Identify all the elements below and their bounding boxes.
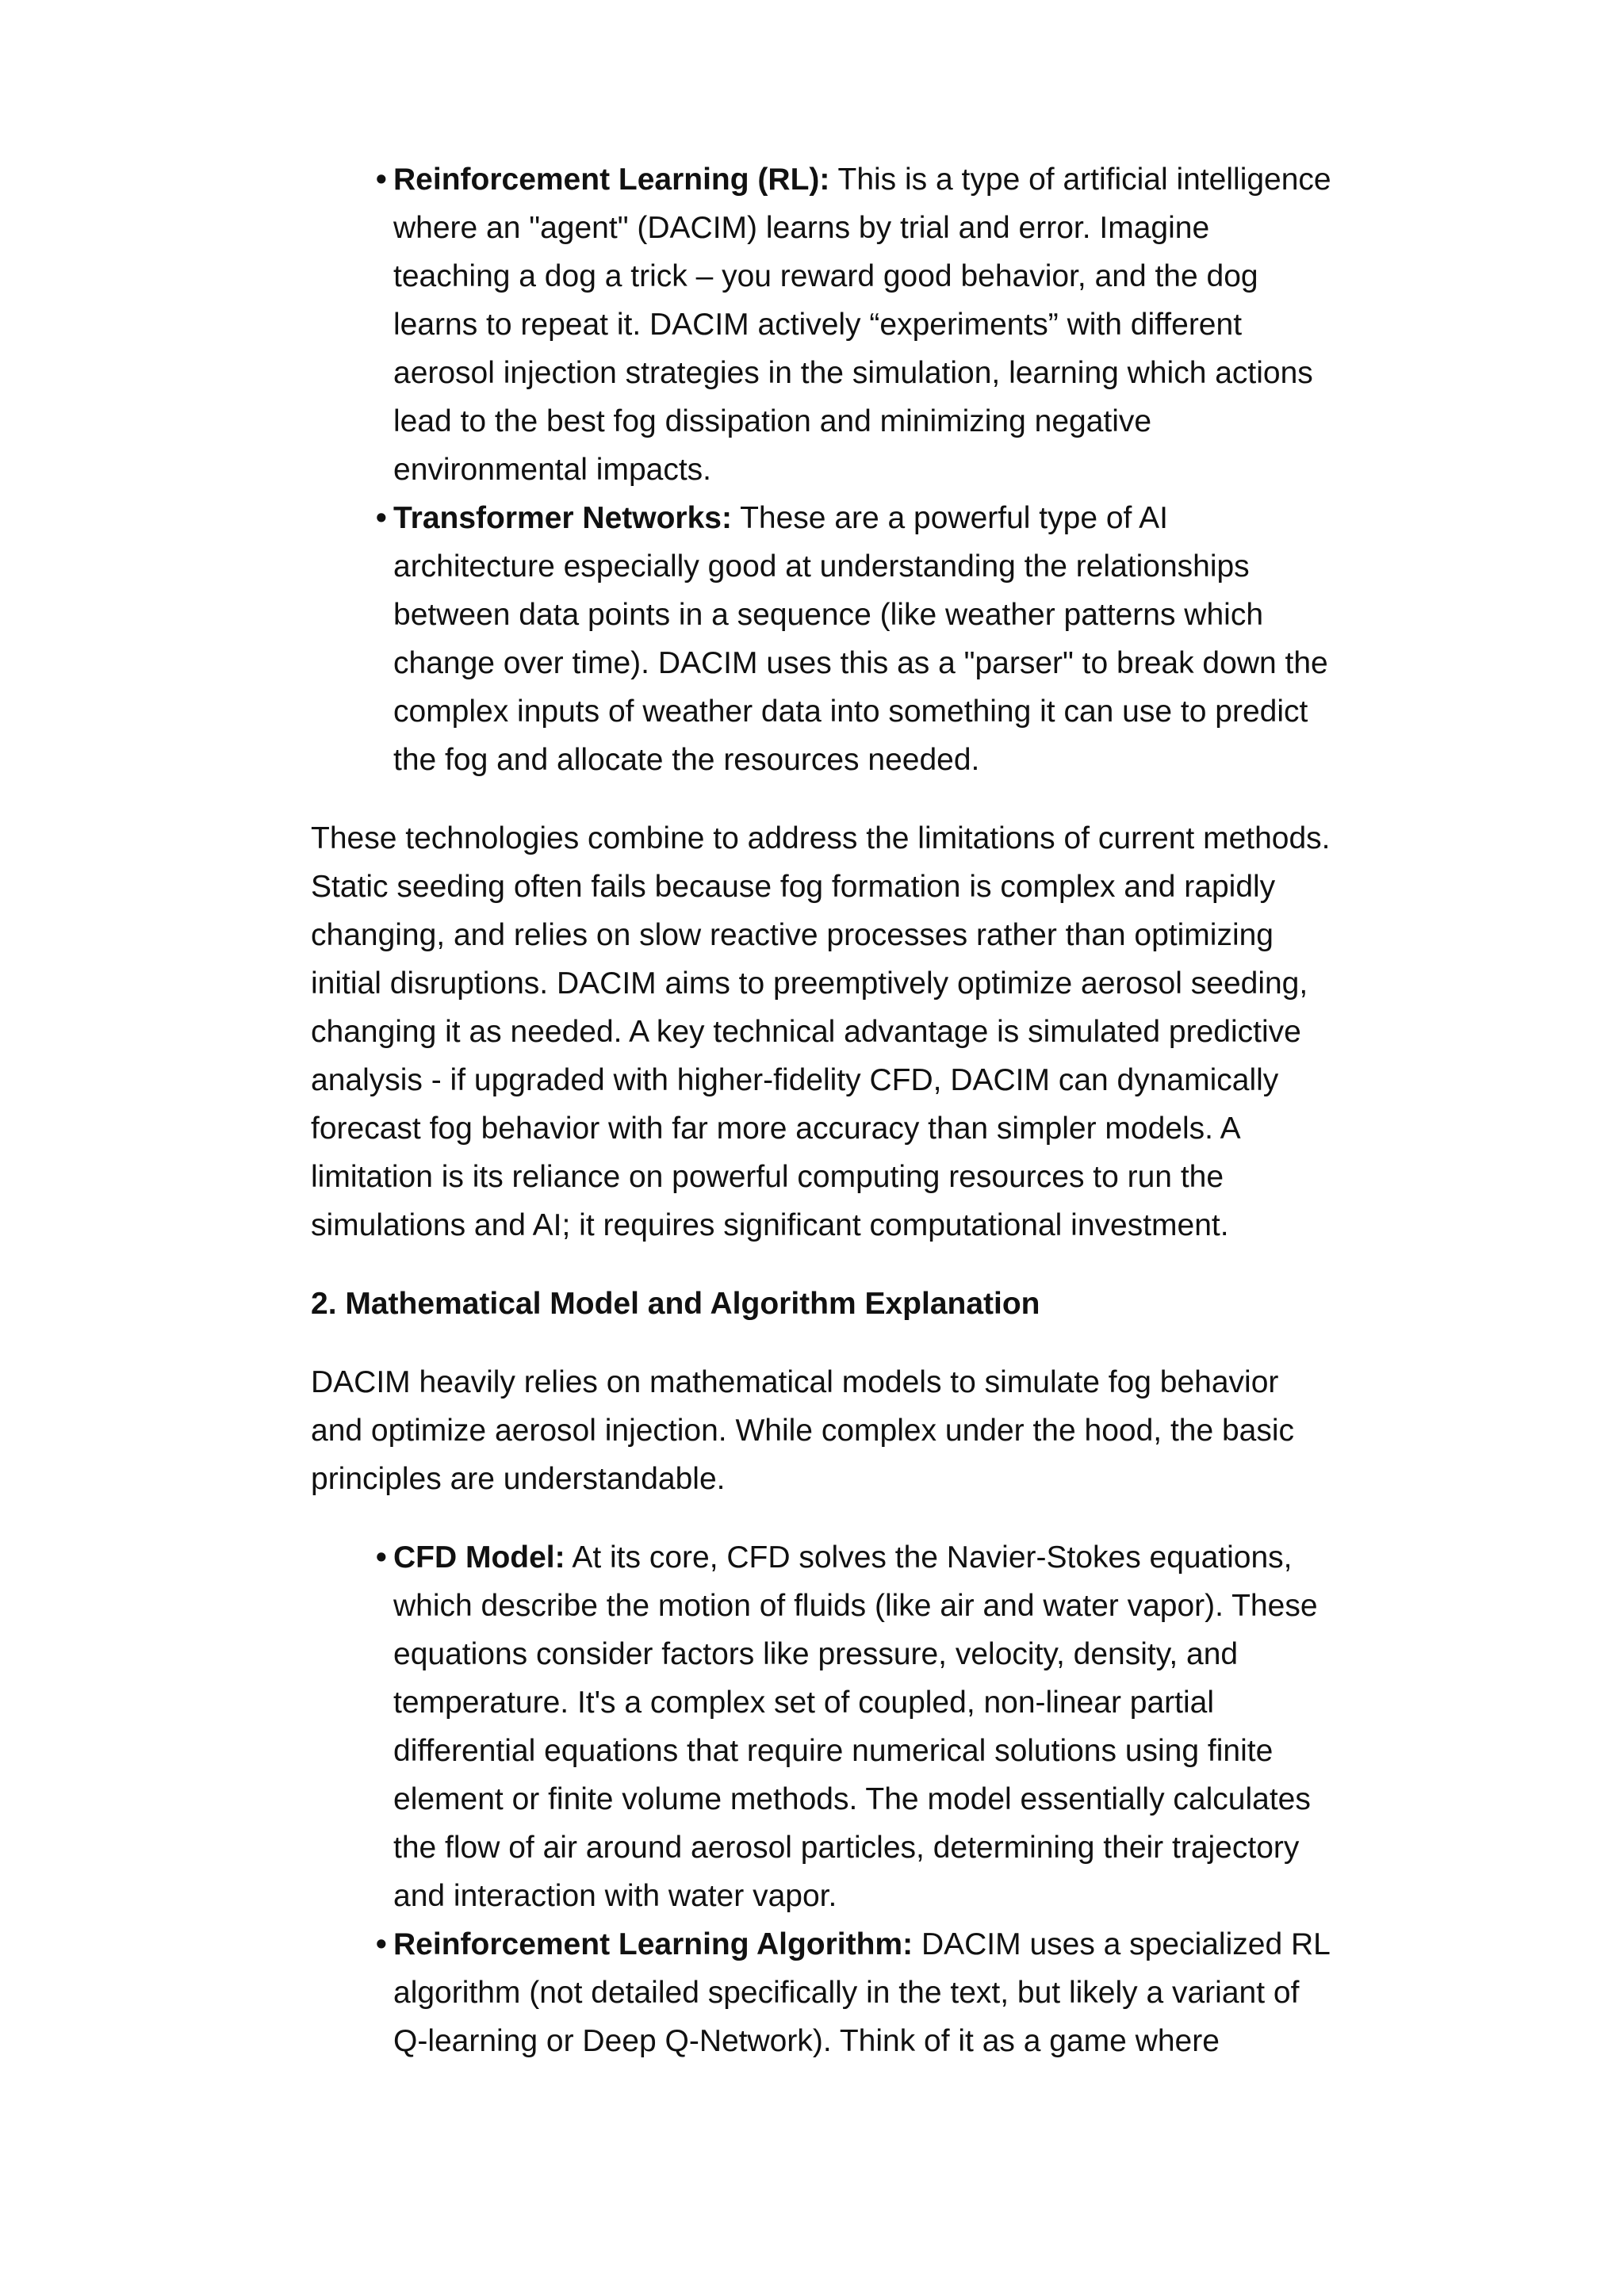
bullet-icon: • [376,1540,387,1575]
section-heading: 2. Mathematical Model and Algorithm Explanation [311,1287,1040,1321]
bullet-icon: • [376,501,387,535]
list-item [311,1533,1334,1920]
list-item-text: These are a powerful type of AI architecture especially good at understanding the relationships between data points in a sequence (like weather patterns which change over time). DACIM uses this as a "parser" to break down the complex inputs of weather data into something it can use to predict the fog and allocate the resources needed. [393,501,1328,777]
list-item-term: Transformer Networks: [393,501,732,535]
list-item-text: This is a type of artificial intelligence where an "agent" (DACIM) learns by trial and error. Imagine teaching a dog a trick – you reward good behavior, and the dog learns to repeat it. DACIM actively “experiments” with different aerosol injection strategies in the simulation, learning which actions lead to the best fog dissipation and minimizing negative environmental impacts. [393,163,1331,487]
list-item-term: Reinforcement Learning (RL): [393,163,830,197]
document-page [311,155,1334,2065]
list-item-text: DACIM uses a specialized RL algorithm (not detailed specifically in the text, but likely a variant of Q-learning or Deep Q-Network). Think of it as a game where [393,1927,1330,2058]
list-item [311,494,1334,784]
list-item-text: At its core, CFD solves the Navier-Stokes equations, which describe the motion of fluids (like air and water vapor). These equations consider factors like pressure, velocity, density, and temperature. It's a complex set of coupled, non-linear partial differential equations that require numerical solutions using finite element or finite volume methods. The model essentially calculates the flow of air around aerosol particles, determining their trajectory and interaction with water vapor. [393,1540,1318,1913]
list-item [311,155,1334,494]
bullet-list-technologies [311,155,1334,784]
paragraph-limitations: These technologies combine to address the limitations of current methods. Static seeding often fails because fog formation is complex and rapidly changing, and relies on slow reactive processes rather than optimizing initial disruptions. DACIM aims to preemptively optimize aerosol seeding, changing it as needed. A key technical advantage is simulated predictive analysis - if upgraded with higher-fidelity CFD, DACIM can dynamically forecast fog behavior with far more accuracy than simpler models. A limitation is its reliance on powerful computing resources to run the simulations and AI; it requires significant computational investment. [311,821,1331,1242]
list-item-term: CFD Model: [393,1540,565,1575]
bullet-icon: • [376,163,387,197]
bullet-icon: • [376,1927,387,1961]
paragraph-math-intro: DACIM heavily relies on mathematical models to simulate fog behavior and optimize aerosol injection. While complex under the hood, the basic principles are understandable. [311,1365,1295,1496]
list-item [311,1920,1334,2065]
list-item-term: Reinforcement Learning Algorithm: [393,1927,914,1961]
bullet-list-models [311,1533,1334,2065]
